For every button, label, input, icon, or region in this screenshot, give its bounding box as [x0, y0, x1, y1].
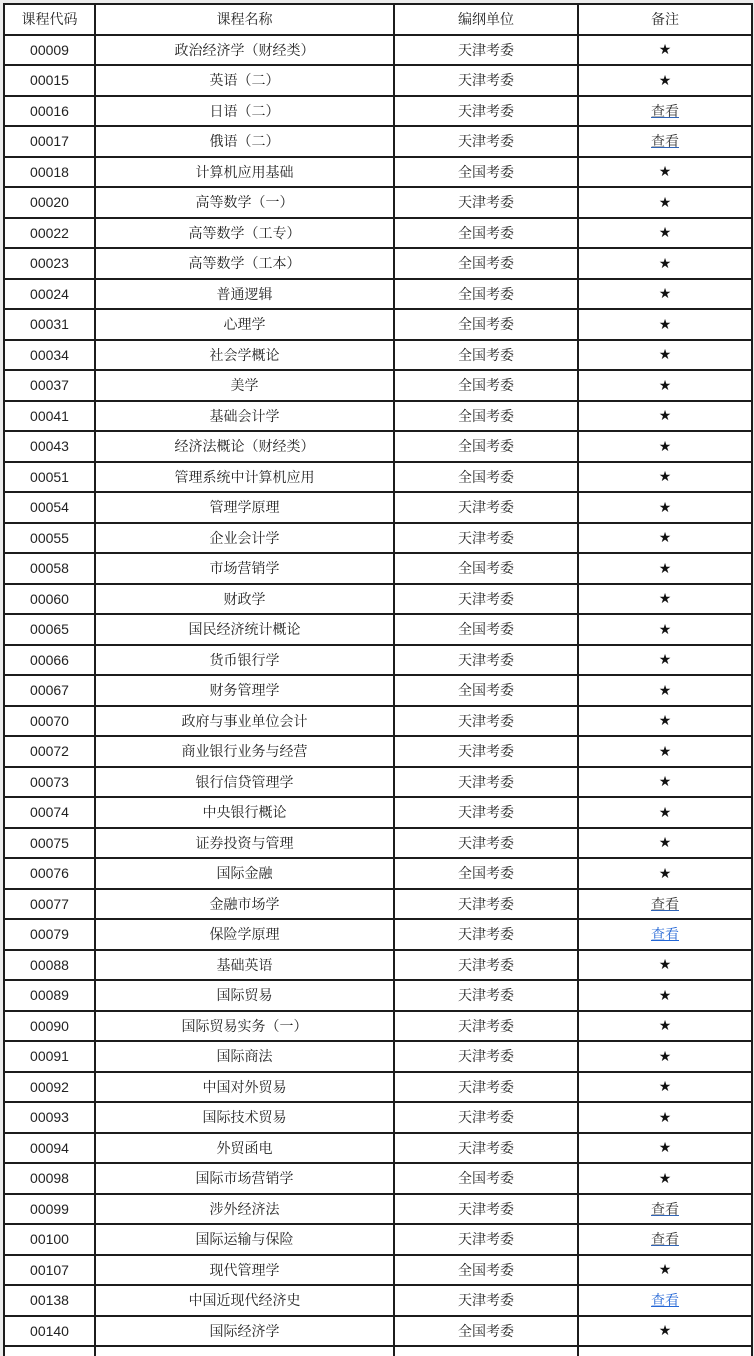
view-link[interactable]: 查看	[651, 895, 679, 912]
course-code-cell: 00070	[4, 706, 95, 737]
course-code-cell: 00017	[4, 126, 95, 157]
unit-cell: 天津考委	[394, 96, 578, 127]
course-name-cell: 外贸函电	[95, 1133, 394, 1164]
table-row	[4, 462, 752, 493]
star-icon: ★	[658, 498, 672, 515]
star-icon: ★	[658, 315, 672, 332]
course-name-cell: 国际商法	[95, 1041, 394, 1072]
remark-cell	[578, 65, 752, 96]
table-row	[4, 645, 752, 676]
unit-cell: 全国考委	[394, 370, 578, 401]
course-code-cell: 00034	[4, 340, 95, 371]
remark-cell	[578, 797, 752, 828]
course-code-cell: 00099	[4, 1194, 95, 1225]
unit-cell: 全国考委	[394, 675, 578, 706]
remark-cell	[578, 96, 752, 127]
course-code-cell: 00079	[4, 919, 95, 950]
table-row	[4, 950, 752, 981]
course-code-cell: 00094	[4, 1133, 95, 1164]
remark-cell	[578, 645, 752, 676]
course-name-cell: 国际技术贸易	[95, 1102, 394, 1133]
table-row	[4, 279, 752, 310]
unit-cell: 天津考委	[394, 980, 578, 1011]
course-table	[3, 3, 753, 1356]
course-name-cell: 管理系统中计算机应用	[95, 462, 394, 493]
course-code-cell: 00051	[4, 462, 95, 493]
course-name-cell: 证券投资与管理	[95, 828, 394, 859]
table-row	[4, 431, 752, 462]
course-code-cell: 00076	[4, 858, 95, 889]
star-icon: ★	[658, 742, 672, 759]
view-link[interactable]: 查看	[651, 1200, 679, 1217]
table-row	[4, 1102, 752, 1133]
star-icon: ★	[658, 224, 672, 241]
remark-cell	[578, 523, 752, 554]
remark-cell	[578, 919, 752, 950]
table-row	[4, 187, 752, 218]
remark-cell	[578, 828, 752, 859]
remark-cell	[578, 614, 752, 645]
remark-cell	[578, 767, 752, 798]
header-course-code: 课程代码	[4, 4, 95, 35]
remark-cell	[578, 157, 752, 188]
table-row	[4, 828, 752, 859]
course-name-cell: 国民经济统计概论	[95, 614, 394, 645]
star-icon: ★	[658, 71, 672, 88]
remark-cell	[578, 431, 752, 462]
course-table-body	[4, 35, 752, 1347]
star-icon: ★	[658, 1108, 672, 1125]
star-icon: ★	[658, 1169, 672, 1186]
unit-cell: 天津考委	[394, 65, 578, 96]
course-code-cell: 00100	[4, 1224, 95, 1255]
remark-cell	[578, 950, 752, 981]
unit-cell: 天津考委	[394, 797, 578, 828]
star-icon: ★	[658, 773, 672, 790]
course-code-cell: 00067	[4, 675, 95, 706]
course-name-cell: 商业银行业务与经营	[95, 736, 394, 767]
header-unit: 编纲单位	[394, 4, 578, 35]
course-name-cell: 国际运输与保险	[95, 1224, 394, 1255]
course-code-cell: 00138	[4, 1285, 95, 1316]
view-link[interactable]: 查看	[651, 1231, 679, 1248]
star-icon: ★	[658, 254, 672, 271]
course-name-cell	[95, 1346, 394, 1356]
remark-cell	[578, 309, 752, 340]
unit-cell: 天津考委	[394, 187, 578, 218]
remark-cell	[578, 553, 752, 584]
star-icon: ★	[658, 590, 672, 607]
unit-cell: 天津考委	[394, 767, 578, 798]
remark-cell	[578, 370, 752, 401]
header-course-name: 课程名称	[95, 4, 394, 35]
remark-cell	[578, 126, 752, 157]
course-name-cell: 计算机应用基础	[95, 157, 394, 188]
table-row	[4, 736, 752, 767]
table-row	[4, 1316, 752, 1347]
table-row	[4, 858, 752, 889]
table-row	[4, 553, 752, 584]
table-row	[4, 35, 752, 66]
table-row	[4, 889, 752, 920]
course-name-cell: 金融市场学	[95, 889, 394, 920]
star-icon: ★	[658, 1047, 672, 1064]
table-row	[4, 96, 752, 127]
star-icon: ★	[658, 1139, 672, 1156]
course-code-cell: 00065	[4, 614, 95, 645]
remark-cell	[578, 187, 752, 218]
unit-cell: 全国考委	[394, 279, 578, 310]
unit-cell: 全国考委	[394, 553, 578, 584]
star-icon: ★	[658, 559, 672, 576]
star-icon: ★	[658, 864, 672, 881]
unit-cell: 天津考委	[394, 523, 578, 554]
table-row	[4, 340, 752, 371]
unit-cell: 天津考委	[394, 706, 578, 737]
course-name-cell: 美学	[95, 370, 394, 401]
table-row	[4, 1255, 752, 1286]
remark-cell	[578, 1102, 752, 1133]
remark-cell	[578, 35, 752, 66]
unit-cell	[394, 1346, 578, 1356]
course-name-cell: 中央银行概论	[95, 797, 394, 828]
remark-cell	[578, 706, 752, 737]
course-code-cell: 00015	[4, 65, 95, 96]
remark-cell	[578, 980, 752, 1011]
star-icon: ★	[658, 285, 672, 302]
course-name-cell: 高等数学（工本）	[95, 248, 394, 279]
course-name-cell: 货币银行学	[95, 645, 394, 676]
table-row	[4, 584, 752, 615]
unit-cell: 天津考委	[394, 35, 578, 66]
course-code-cell: 00031	[4, 309, 95, 340]
table-row	[4, 309, 752, 340]
unit-cell: 全国考委	[394, 614, 578, 645]
remark-cell	[578, 401, 752, 432]
remark-cell	[578, 675, 752, 706]
view-link[interactable]: 查看	[651, 926, 679, 943]
course-name-cell: 涉外经济法	[95, 1194, 394, 1225]
star-icon: ★	[658, 529, 672, 546]
course-code-cell: 00092	[4, 1072, 95, 1103]
star-icon: ★	[658, 437, 672, 454]
course-name-cell: 财务管理学	[95, 675, 394, 706]
course-code-cell: 00023	[4, 248, 95, 279]
table-row	[4, 370, 752, 401]
unit-cell: 全国考委	[394, 309, 578, 340]
table-row	[4, 1194, 752, 1225]
course-name-cell: 高等数学（工专）	[95, 218, 394, 249]
course-name-cell: 中国对外贸易	[95, 1072, 394, 1103]
unit-cell: 天津考委	[394, 736, 578, 767]
star-icon: ★	[658, 712, 672, 729]
unit-cell: 全国考委	[394, 431, 578, 462]
star-icon: ★	[658, 407, 672, 424]
course-code-cell: 00093	[4, 1102, 95, 1133]
star-icon: ★	[658, 1261, 672, 1278]
table-row	[4, 1072, 752, 1103]
course-name-cell: 国际市场营销学	[95, 1163, 394, 1194]
unit-cell: 全国考委	[394, 1255, 578, 1286]
remark-cell	[578, 248, 752, 279]
course-name-cell: 国际金融	[95, 858, 394, 889]
unit-cell: 全国考委	[394, 401, 578, 432]
course-name-cell: 高等数学（一）	[95, 187, 394, 218]
course-code-cell: 00075	[4, 828, 95, 859]
course-name-cell: 国际贸易实务（一）	[95, 1011, 394, 1042]
table-row	[4, 1011, 752, 1042]
remark-cell	[578, 1285, 752, 1316]
star-icon: ★	[658, 1017, 672, 1034]
table-row	[4, 919, 752, 950]
table-row	[4, 157, 752, 188]
remark-cell	[578, 279, 752, 310]
unit-cell: 天津考委	[394, 1285, 578, 1316]
table-row	[4, 1346, 752, 1356]
table-row	[4, 1041, 752, 1072]
unit-cell: 天津考委	[394, 1072, 578, 1103]
table-row	[4, 614, 752, 645]
table-row	[4, 523, 752, 554]
course-name-cell: 心理学	[95, 309, 394, 340]
star-icon: ★	[658, 803, 672, 820]
course-code-cell: 00091	[4, 1041, 95, 1072]
course-code-cell: 00020	[4, 187, 95, 218]
course-code-cell: 00016	[4, 96, 95, 127]
star-icon: ★	[658, 956, 672, 973]
course-code-cell: 00072	[4, 736, 95, 767]
star-icon: ★	[658, 346, 672, 363]
unit-cell: 天津考委	[394, 1041, 578, 1072]
course-code-cell: 00043	[4, 431, 95, 462]
star-icon: ★	[658, 1322, 672, 1339]
course-code-cell: 00058	[4, 553, 95, 584]
unit-cell: 全国考委	[394, 157, 578, 188]
table-row	[4, 401, 752, 432]
remark-cell	[578, 584, 752, 615]
view-link[interactable]: 查看	[651, 102, 679, 119]
table-row	[4, 218, 752, 249]
unit-cell: 天津考委	[394, 1011, 578, 1042]
course-code-cell: 00089	[4, 980, 95, 1011]
remark-cell	[578, 858, 752, 889]
unit-cell: 天津考委	[394, 1102, 578, 1133]
unit-cell: 全国考委	[394, 340, 578, 371]
remark-cell	[578, 1011, 752, 1042]
remark-cell	[578, 1072, 752, 1103]
course-name-cell: 财政学	[95, 584, 394, 615]
course-code-cell: 00066	[4, 645, 95, 676]
course-code-cell	[4, 1346, 95, 1356]
star-icon: ★	[658, 468, 672, 485]
partial-next-row	[4, 1346, 752, 1356]
course-name-cell: 英语（二）	[95, 65, 394, 96]
course-code-cell: 00054	[4, 492, 95, 523]
course-name-cell: 基础英语	[95, 950, 394, 981]
remark-cell	[578, 218, 752, 249]
unit-cell: 全国考委	[394, 218, 578, 249]
header-row	[4, 4, 752, 35]
course-name-cell: 政治经济学（财经类）	[95, 35, 394, 66]
course-code-cell: 00037	[4, 370, 95, 401]
course-code-cell: 00018	[4, 157, 95, 188]
unit-cell: 天津考委	[394, 828, 578, 859]
course-code-cell: 00088	[4, 950, 95, 981]
star-icon: ★	[658, 986, 672, 1003]
remark-cell	[578, 1041, 752, 1072]
table-row	[4, 1224, 752, 1255]
table-row	[4, 767, 752, 798]
table-row	[4, 65, 752, 96]
remark-cell	[578, 492, 752, 523]
remark-cell	[578, 1316, 752, 1347]
unit-cell: 天津考委	[394, 584, 578, 615]
course-name-cell: 社会学概论	[95, 340, 394, 371]
course-name-cell: 中国近现代经济史	[95, 1285, 394, 1316]
remark-cell	[578, 736, 752, 767]
unit-cell: 天津考委	[394, 950, 578, 981]
course-code-cell: 00041	[4, 401, 95, 432]
table-row	[4, 797, 752, 828]
star-icon: ★	[658, 651, 672, 668]
remark-cell	[578, 1133, 752, 1164]
star-icon: ★	[658, 376, 672, 393]
course-name-cell: 国际经济学	[95, 1316, 394, 1347]
course-name-cell: 国际贸易	[95, 980, 394, 1011]
star-icon: ★	[658, 620, 672, 637]
course-code-cell: 00077	[4, 889, 95, 920]
course-name-cell: 日语（二）	[95, 96, 394, 127]
course-code-cell: 00140	[4, 1316, 95, 1347]
unit-cell: 天津考委	[394, 492, 578, 523]
table-row	[4, 1163, 752, 1194]
remark-cell	[578, 889, 752, 920]
course-table-header	[4, 4, 752, 35]
course-code-cell: 00074	[4, 797, 95, 828]
remark-cell	[578, 1194, 752, 1225]
unit-cell: 天津考委	[394, 1224, 578, 1255]
unit-cell: 天津考委	[394, 889, 578, 920]
remark-cell	[578, 1163, 752, 1194]
table-row	[4, 492, 752, 523]
unit-cell: 天津考委	[394, 1194, 578, 1225]
star-icon: ★	[658, 41, 672, 58]
table-row	[4, 126, 752, 157]
course-name-cell: 市场营销学	[95, 553, 394, 584]
unit-cell: 天津考委	[394, 126, 578, 157]
course-code-cell: 00090	[4, 1011, 95, 1042]
table-row	[4, 706, 752, 737]
star-icon: ★	[658, 193, 672, 210]
course-name-cell: 企业会计学	[95, 523, 394, 554]
remark-cell	[578, 1346, 752, 1356]
unit-cell: 全国考委	[394, 1316, 578, 1347]
table-row	[4, 248, 752, 279]
unit-cell: 全国考委	[394, 1163, 578, 1194]
course-code-cell: 00060	[4, 584, 95, 615]
unit-cell: 全国考委	[394, 248, 578, 279]
remark-cell	[578, 462, 752, 493]
unit-cell: 天津考委	[394, 1133, 578, 1164]
course-name-cell: 现代管理学	[95, 1255, 394, 1286]
table-row	[4, 1285, 752, 1316]
remark-cell	[578, 1224, 752, 1255]
header-remark: 备注	[578, 4, 752, 35]
course-name-cell: 政府与事业单位会计	[95, 706, 394, 737]
unit-cell: 全国考委	[394, 462, 578, 493]
course-name-cell: 经济法概论（财经类）	[95, 431, 394, 462]
unit-cell: 全国考委	[394, 858, 578, 889]
table-row	[4, 980, 752, 1011]
course-code-cell: 00009	[4, 35, 95, 66]
course-name-cell: 普通逻辑	[95, 279, 394, 310]
view-link[interactable]: 查看	[651, 1292, 679, 1309]
table-row	[4, 1133, 752, 1164]
course-code-cell: 00098	[4, 1163, 95, 1194]
course-name-cell: 俄语（二）	[95, 126, 394, 157]
course-name-cell: 银行信贷管理学	[95, 767, 394, 798]
course-name-cell: 保险学原理	[95, 919, 394, 950]
star-icon: ★	[658, 163, 672, 180]
course-name-cell: 基础会计学	[95, 401, 394, 432]
course-code-cell: 00024	[4, 279, 95, 310]
course-code-cell: 00073	[4, 767, 95, 798]
course-code-cell: 00055	[4, 523, 95, 554]
view-link[interactable]: 查看	[651, 133, 679, 150]
star-icon: ★	[658, 1078, 672, 1095]
course-name-cell: 管理学原理	[95, 492, 394, 523]
table-row	[4, 675, 752, 706]
remark-cell	[578, 340, 752, 371]
star-icon: ★	[658, 834, 672, 851]
unit-cell: 天津考委	[394, 919, 578, 950]
remark-cell	[578, 1255, 752, 1286]
course-code-cell: 00022	[4, 218, 95, 249]
course-code-cell: 00107	[4, 1255, 95, 1286]
star-icon: ★	[658, 681, 672, 698]
unit-cell: 天津考委	[394, 645, 578, 676]
